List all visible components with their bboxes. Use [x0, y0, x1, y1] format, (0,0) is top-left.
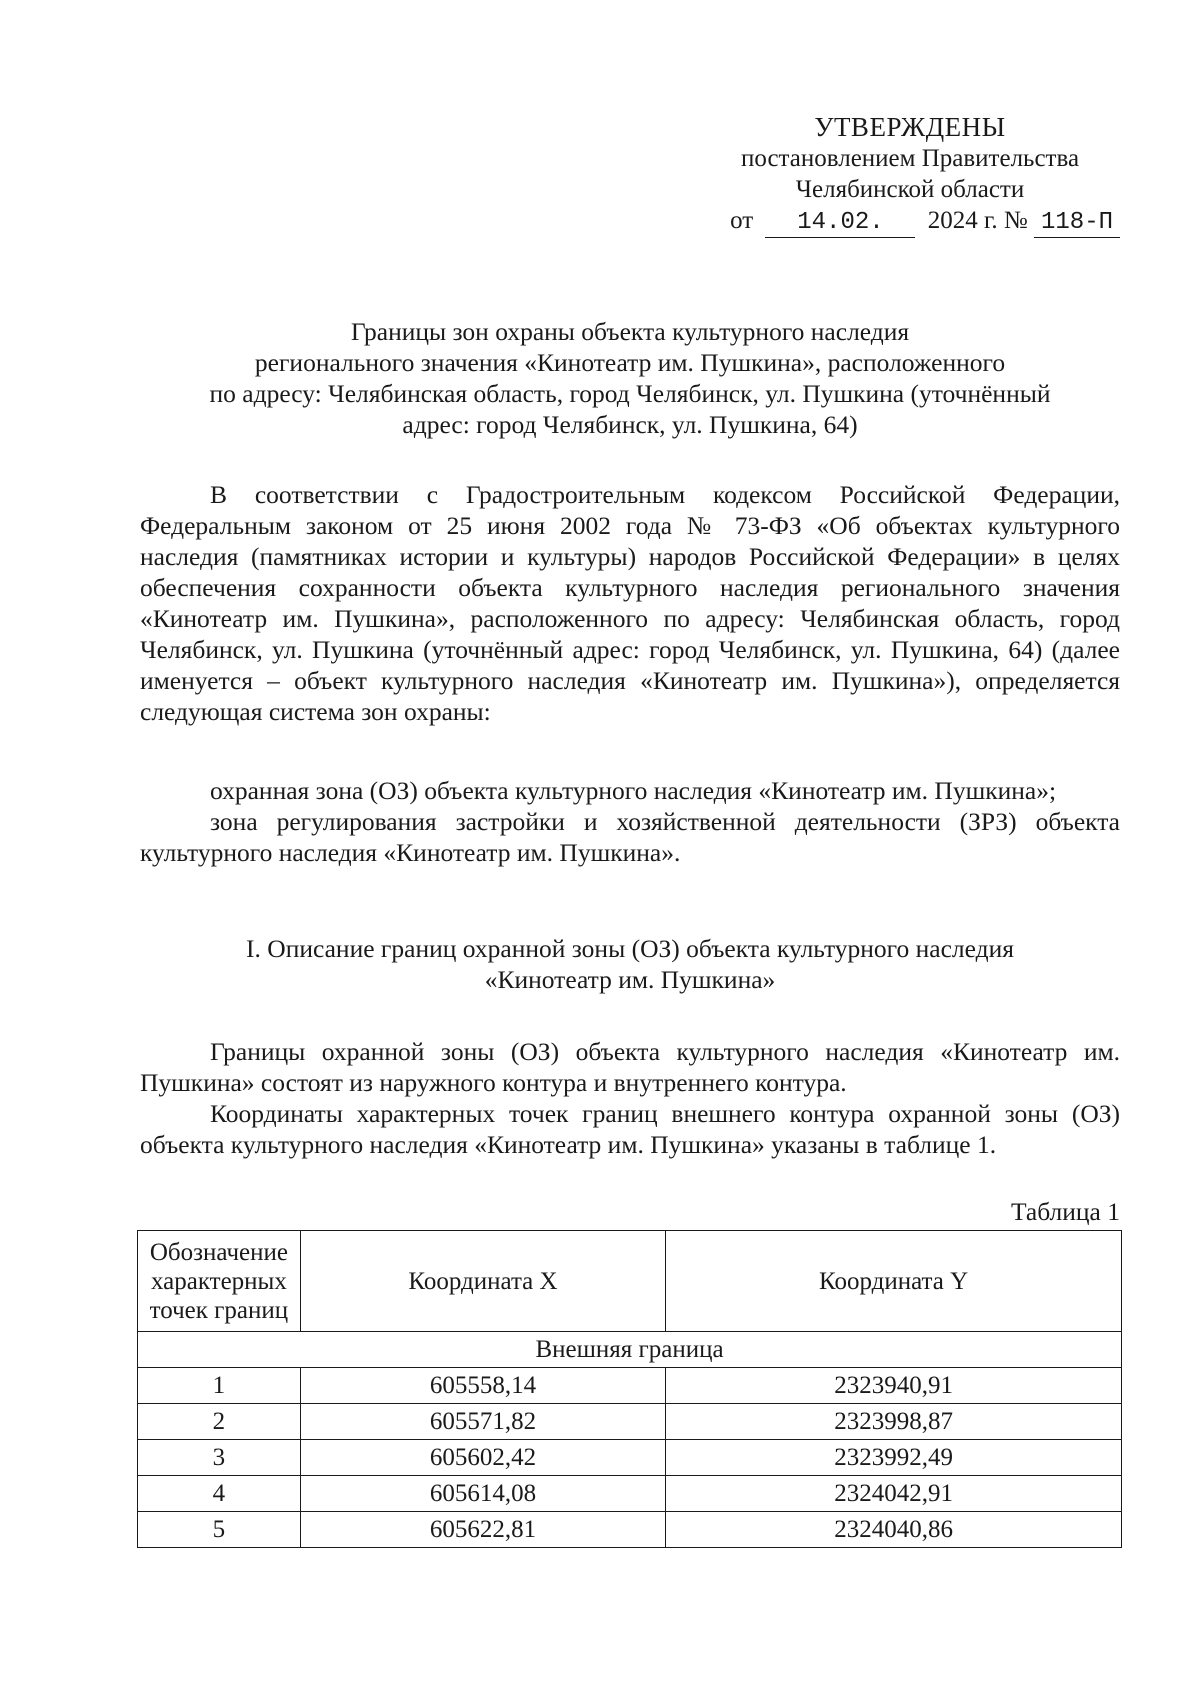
header-coordinate-y: Координата Y: [666, 1231, 1122, 1332]
cell-point: 1: [138, 1368, 301, 1404]
cell-x: 605602,42: [300, 1440, 665, 1476]
coordinates-table: [137, 1230, 1122, 1548]
cell-y: 2323992,49: [666, 1440, 1122, 1476]
approval-line-1: постановлением Правительства: [740, 145, 1080, 172]
title-line-2: регионального значения «Кинотеатр им. Пушкина», расположенного: [254, 348, 1006, 377]
zone-list: [140, 775, 1120, 868]
approval-date: 14.02.: [765, 209, 915, 238]
section-1-text: [140, 1036, 1120, 1160]
zone-list-item-oz: охранная зона (ОЗ) объекта культурного наследия «Кинотеатр им. Пушкина»;: [210, 776, 1057, 805]
header-point-designation: [138, 1231, 301, 1332]
approval-date-line: [700, 205, 1120, 238]
approval-line-2: Челябинской области: [795, 176, 1025, 203]
header-col1-line-1: Обозначение: [149, 1238, 288, 1266]
table-row: [138, 1440, 1122, 1476]
zone-list-item-zrz: зона регулирования застройки и хозяйственной деятельности (ЗРЗ) объекта культурного наследия «Кинотеатр им. Пушкина».: [140, 807, 1120, 867]
approval-from-word: от: [730, 207, 754, 234]
cell-x: 605614,08: [300, 1476, 665, 1512]
cell-x: 605571,82: [300, 1404, 665, 1440]
title-line-4: адрес: город Челябинск, ул. Пушкина, 64): [402, 410, 858, 439]
table-row: [138, 1404, 1122, 1440]
table-row: [138, 1476, 1122, 1512]
header-col1-line-2: характерных: [150, 1267, 287, 1295]
table-row: [138, 1512, 1122, 1548]
approval-year: 2024 г. №: [927, 207, 1028, 234]
cell-x: 605558,14: [300, 1368, 665, 1404]
section-1-title-line-1: I. Описание границ охранной зоны (ОЗ) объекта культурного наследия: [246, 934, 1014, 963]
section-1-paragraph-1: Границы охранной зоны (ОЗ) объекта культурного наследия «Кинотеатр им. Пушкина» состоят из наружного контура и внутреннего контура.: [140, 1037, 1120, 1097]
cell-point: 3: [138, 1440, 301, 1476]
document-title: [140, 316, 1120, 440]
table-group-row: [138, 1332, 1122, 1368]
approval-head: УТВЕРЖДЕНЫ: [814, 112, 1006, 142]
table-label: Таблица 1: [1010, 1197, 1120, 1226]
cell-point: 2: [138, 1404, 301, 1440]
cell-y: 2324042,91: [666, 1476, 1122, 1512]
intro-paragraph: В соответствии с Градостроительным кодексом Российской Федерации, Федеральным законом от 25 июня 2002 года № 73-ФЗ «Об объектах культурного наследия (памятниках истории и культуры) народов Российской Федерации» в целях обеспечения сохранности объекта культурного наследия регионального значения «Кинотеатр им. Пушкина», расположенного по адресу: Челябинская область, город Челябинск, ул. Пушкина (уточнённый адрес: город Челябинск, ул. Пушкина, 64) (далее именуется – объект культурного наследия «Кинотеатр им. Пушкина»), определяется следующая система зон охраны:: [140, 480, 1120, 726]
cell-x: 605622,81: [300, 1512, 665, 1548]
cell-y: 2323998,87: [666, 1404, 1122, 1440]
intro-paragraph-block: [140, 479, 1120, 727]
table-header-row: [138, 1231, 1122, 1332]
section-1-title: [140, 933, 1120, 995]
approval-stamp: [700, 112, 1120, 238]
cell-y: 2323940,91: [666, 1368, 1122, 1404]
approval-number: 118-П: [1034, 209, 1120, 238]
title-line-3: по адресу: Челябинская область, город Челябинск, ул. Пушкина (уточнённый: [209, 379, 1051, 408]
cell-point: 4: [138, 1476, 301, 1512]
cell-point: 5: [138, 1512, 301, 1548]
header-col1-line-3: точек границ: [149, 1296, 289, 1324]
table-row: [138, 1368, 1122, 1404]
header-coordinate-x: Координата X: [300, 1231, 665, 1332]
section-1-paragraph-2: Координаты характерных точек границ внешнего контура охранной зоны (ОЗ) объекта культурного наследия «Кинотеатр им. Пушкина» указаны в таблице 1.: [140, 1099, 1120, 1159]
section-1-title-line-2: «Кинотеатр им. Пушкина»: [484, 965, 776, 994]
title-line-1: Границы зон охраны объекта культурного наследия: [350, 317, 910, 346]
cell-y: 2324040,86: [666, 1512, 1122, 1548]
group-outer-boundary: Внешняя граница: [138, 1332, 1122, 1368]
